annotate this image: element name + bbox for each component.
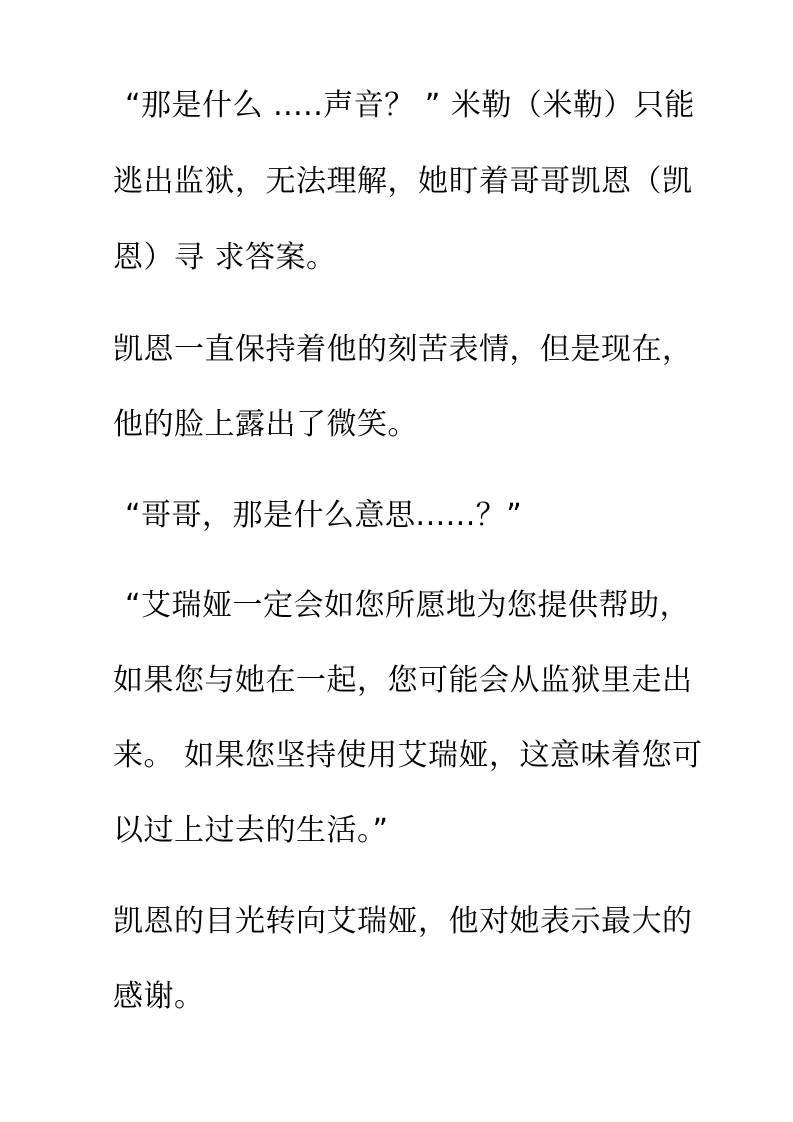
text-line: “那是什么 .....声音？ ” 米勒（米勒）只能 xyxy=(125,88,695,123)
text-line: “艾瑞娅一定会如您所愿地为您提供帮助， xyxy=(125,588,691,623)
text-line: 如果您与她在一起，您可能会从监狱里走出 xyxy=(113,663,693,698)
text-line: “哥哥，那是什么意思......？” xyxy=(125,498,523,533)
text-line: 恩）寻 求答案。 xyxy=(113,240,337,275)
text-line: 凯恩一直保持着他的刻苦表情，但是现在， xyxy=(113,332,693,367)
text-line: 以过上过去的生活。” xyxy=(113,813,389,848)
text-line: 来。 如果您坚持使用艾瑞娅，这意味着您可 xyxy=(113,738,703,773)
text-line: 逃出监狱，无法理解，她盯着哥哥凯恩（凯 xyxy=(113,164,693,199)
text-line: 他的脸上露出了微笑。 xyxy=(113,407,418,442)
text-line: 凯恩的目光转向艾瑞娅，他对她表示最大的 xyxy=(113,904,693,939)
text-line: 感谢。 xyxy=(113,979,205,1014)
